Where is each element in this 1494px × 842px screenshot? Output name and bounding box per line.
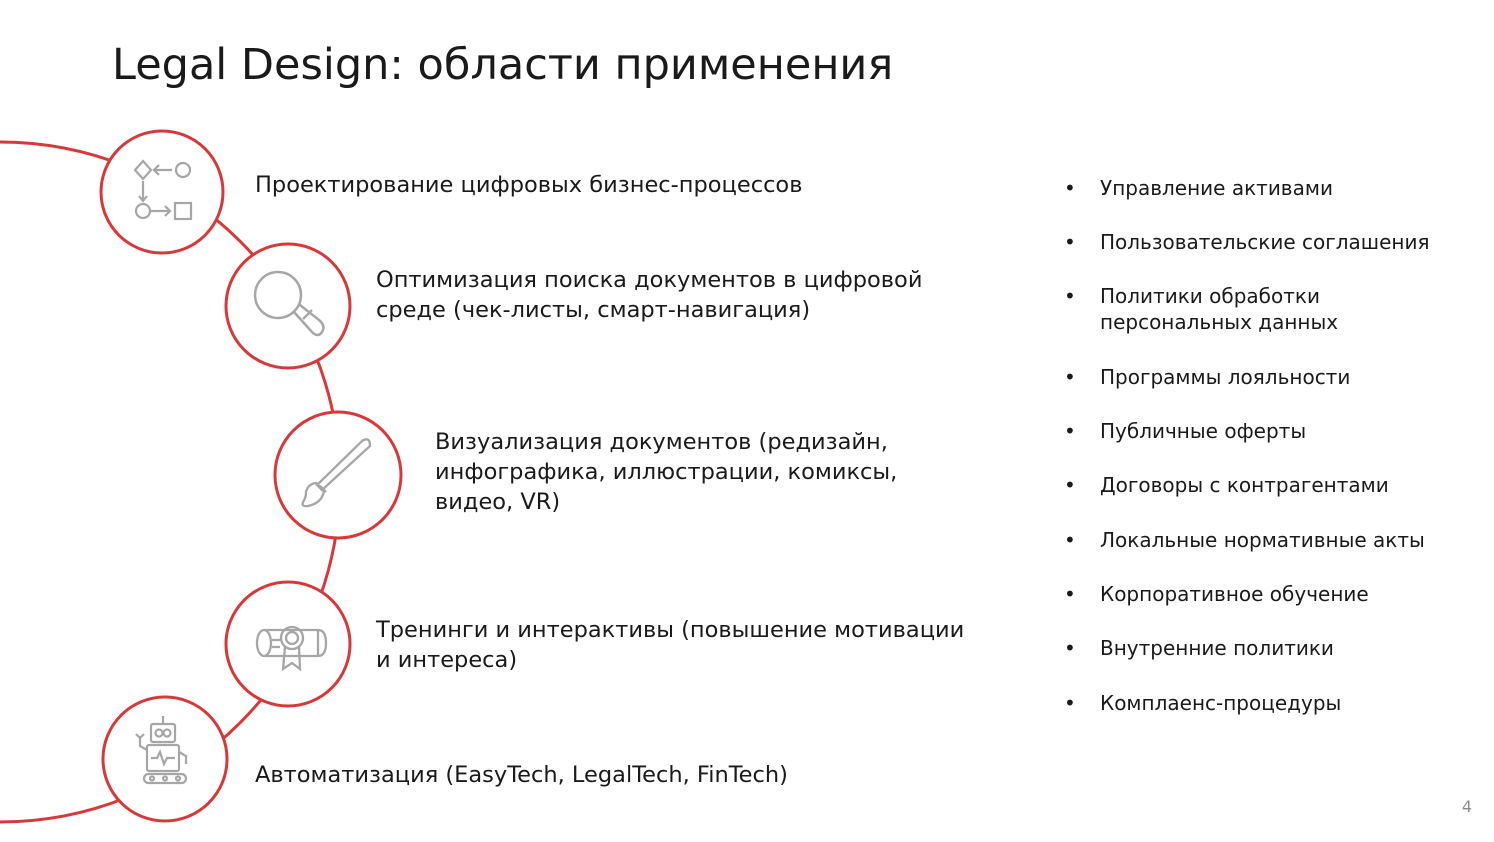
list-item <box>1064 418 1306 444</box>
list-item <box>1064 472 1389 498</box>
area-label-line: Тренинги и интерактивы (повышение мотивации <box>376 617 965 643</box>
list-item-text: Комплаенс-процедуры <box>1100 691 1342 715</box>
area-circle-search <box>226 244 350 368</box>
bullet: • <box>1064 176 1076 200</box>
area-label-automation <box>255 760 788 790</box>
list-item-text: Локальные нормативные акты <box>1100 528 1425 552</box>
list-item <box>1064 690 1341 716</box>
area-label-training <box>376 615 964 675</box>
list-item-text: Договоры с контрагентами <box>1100 473 1389 497</box>
bullet: • <box>1064 473 1076 497</box>
area-label-line: Оптимизация поиска документов в цифровой <box>376 267 923 293</box>
area-label-line: Автоматизация (EasyTech, LegalTech, FinTech) <box>255 762 788 788</box>
list-item <box>1064 283 1338 335</box>
list-item <box>1064 229 1430 255</box>
area-label-line: инфографика, иллюстрации, комиксы, <box>435 459 898 485</box>
list-item <box>1064 527 1425 553</box>
list-item-text: Программы лояльности <box>1100 365 1351 389</box>
list-item-text: персональных данных <box>1100 310 1339 334</box>
list-item <box>1064 364 1350 390</box>
area-label-process <box>255 170 802 200</box>
list-item-text: Управление активами <box>1100 176 1333 200</box>
area-circle-training <box>226 582 350 706</box>
area-circle-visualization <box>275 412 401 538</box>
bullet: • <box>1064 636 1076 660</box>
area-label-line: Проектирование цифровых бизнес-процессов <box>255 172 803 198</box>
bullet: • <box>1064 365 1076 389</box>
list-item <box>1064 581 1369 607</box>
area-label-line: среде (чек-листы, смарт-навигация) <box>376 297 811 323</box>
area-circle-automation <box>103 697 227 821</box>
list-item-text: Корпоративное обучение <box>1100 582 1369 606</box>
area-circle-process <box>101 131 223 253</box>
slide-title: Legal Design: области применения <box>112 40 894 90</box>
area-label-line: видео, VR) <box>435 489 561 515</box>
page-number: 4 <box>1461 797 1472 816</box>
list-item-text: Публичные оферты <box>1100 419 1307 443</box>
list-item <box>1064 635 1334 661</box>
list-item-text: Пользовательские соглашения <box>1100 230 1430 254</box>
bullet: • <box>1064 284 1076 308</box>
area-label-visualization <box>435 427 897 517</box>
bullet: • <box>1064 691 1076 715</box>
area-label-line: Визуализация документов (редизайн, <box>435 429 888 455</box>
bullet: • <box>1064 230 1076 254</box>
list-item-text: Политики обработки <box>1100 284 1320 308</box>
list-item <box>1064 175 1333 201</box>
bullet: • <box>1064 419 1076 443</box>
bullet: • <box>1064 582 1076 606</box>
area-label-line: и интереса) <box>376 647 518 673</box>
area-label-search <box>376 265 922 325</box>
list-item-text: Внутренние политики <box>1100 636 1334 660</box>
bullet: • <box>1064 528 1076 552</box>
